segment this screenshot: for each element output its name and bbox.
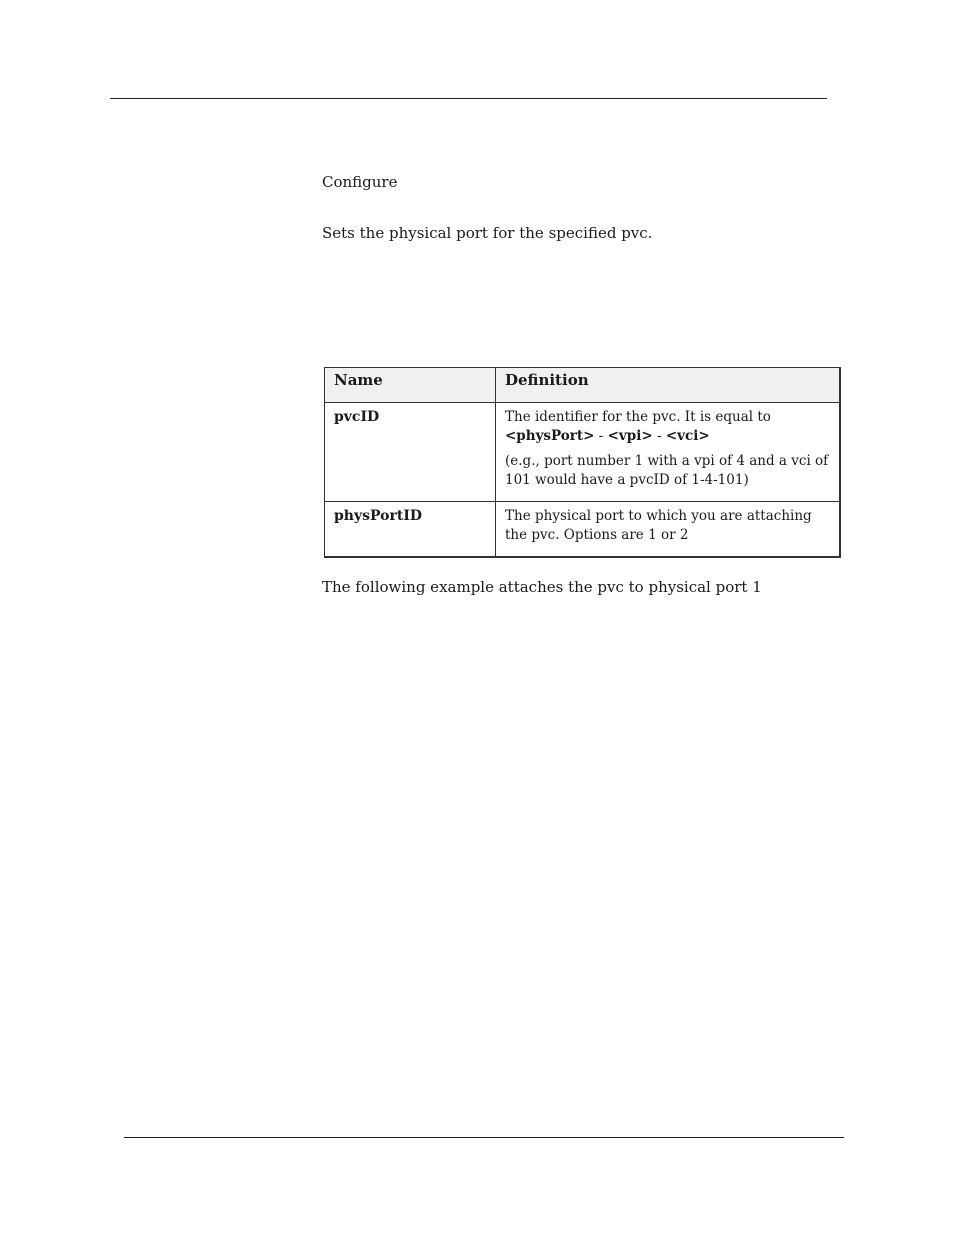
name-column-header: Name xyxy=(325,368,496,403)
definition-example-note: (e.g., port number 1 with a vpi of 4 and a vci of 101 would have a pvcID of 1-4-101) xyxy=(505,453,829,488)
parameter-table xyxy=(324,367,841,558)
header-rule xyxy=(110,98,827,99)
format-vpi: <vpi> xyxy=(607,428,653,444)
table-row xyxy=(325,403,840,502)
param-name-pvcid: pvcID xyxy=(325,403,496,502)
param-definition-pvcid xyxy=(496,403,840,502)
table-row xyxy=(325,502,840,558)
access-level-text: Configure xyxy=(322,173,398,191)
format-physport: <physPort> xyxy=(505,428,595,444)
definition-text: The physical port to which you are attaching the pvc. Options are 1 or 2 xyxy=(505,508,812,543)
format-vci: <vci> xyxy=(665,428,710,444)
footer-rule xyxy=(124,1137,844,1138)
format-separator: - xyxy=(652,428,666,444)
format-separator: - xyxy=(594,428,608,444)
param-name-physportid: physPortID xyxy=(325,502,496,558)
example-intro-text: The following example attaches the pvc to physical port 1 xyxy=(322,578,762,596)
command-description: Sets the physical port for the specified pvc. xyxy=(322,224,653,242)
definition-text: The identifier for the pvc. It is equal to xyxy=(505,409,771,425)
param-definition-physportid xyxy=(496,502,840,558)
table-header-row xyxy=(325,368,840,403)
definition-column-header: Definition xyxy=(496,368,840,403)
